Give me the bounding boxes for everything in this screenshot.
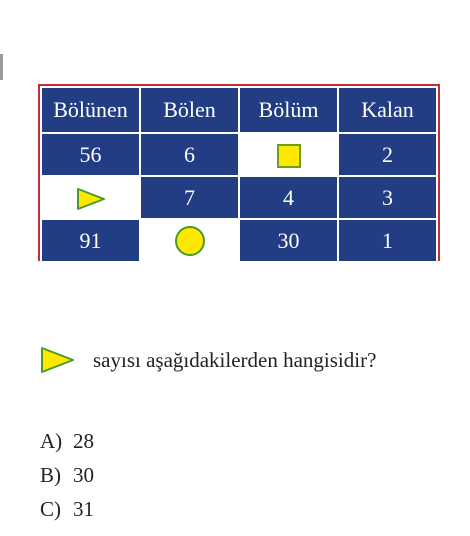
cell-remainder: 1	[338, 219, 437, 262]
cell-divisor: 6	[140, 133, 239, 176]
table-row	[41, 176, 437, 219]
choice-b[interactable]	[40, 458, 94, 492]
cell-quotient: 30	[239, 219, 338, 262]
circle-shape-icon	[175, 226, 205, 256]
choice-letter: B)	[40, 463, 61, 487]
cell-quotient: 4	[239, 176, 338, 219]
choice-value: 30	[73, 463, 94, 487]
choice-c[interactable]	[40, 492, 94, 526]
question-text: sayısı aşağıdakilerden hangisidir?	[93, 348, 377, 372]
division-table	[38, 84, 440, 261]
cell-dividend-unknown	[41, 176, 140, 219]
header-remainder: Kalan	[338, 87, 437, 133]
table-header-row	[41, 87, 437, 133]
cell-remainder: 3	[338, 176, 437, 219]
edge-marker	[0, 54, 3, 80]
choice-letter: C)	[40, 497, 61, 521]
cell-dividend: 56	[41, 133, 140, 176]
table-row	[41, 219, 437, 262]
header-dividend: Bölünen	[41, 87, 140, 133]
cell-quotient-unknown	[239, 133, 338, 176]
cell-divisor: 7	[140, 176, 239, 219]
choice-value: 28	[73, 429, 94, 453]
answer-choices	[40, 424, 94, 526]
triangle-shape-icon	[40, 346, 76, 374]
question-stem	[40, 340, 460, 380]
choice-letter: A)	[40, 429, 63, 453]
table-row	[41, 133, 437, 176]
cell-remainder: 2	[338, 133, 437, 176]
cell-dividend: 91	[41, 219, 140, 262]
square-shape-icon	[277, 144, 301, 168]
choice-a[interactable]	[40, 424, 94, 458]
choice-value: 31	[73, 497, 94, 521]
cell-divisor-unknown	[140, 219, 239, 262]
header-quotient: Bölüm	[239, 87, 338, 133]
header-divisor: Bölen	[140, 87, 239, 133]
triangle-shape-icon	[76, 187, 106, 211]
